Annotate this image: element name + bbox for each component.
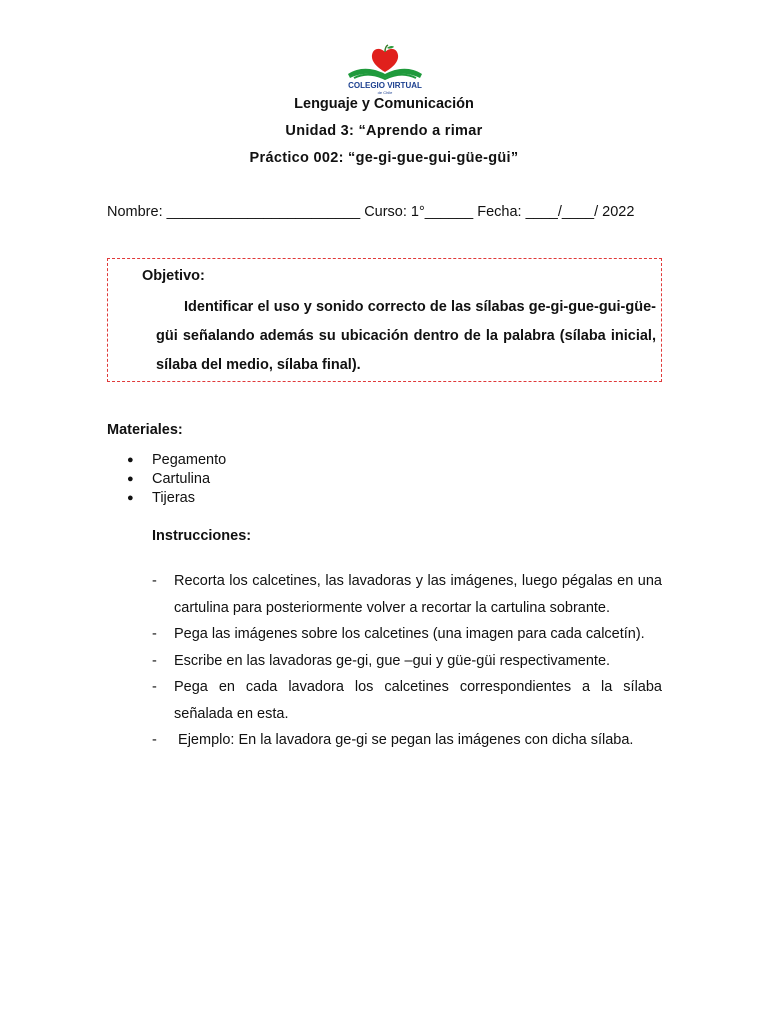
school-logo xyxy=(340,44,430,96)
practice-title: Práctico 002: “ge-gi-gue-gui-güe-güi” xyxy=(249,150,519,166)
list-item xyxy=(152,648,662,675)
student-info-line: Nombre: ________________________ Curso: 1°______ Fecha: ____/____/ 2022 xyxy=(107,204,635,220)
unit-title: Unidad 3: “Aprendo a rimar xyxy=(285,123,483,139)
materials-title: Materiales: xyxy=(107,422,183,438)
instruction-text: Pega en cada lavadora los calcetines correspondientes a la sílaba señalada en esta. xyxy=(174,679,662,722)
dash-icon: - xyxy=(152,732,157,748)
instructions-title: Instrucciones: xyxy=(152,528,252,544)
dash-icon: - xyxy=(152,679,157,695)
logo-school-name: COLEGIO VIRTUAL xyxy=(348,81,422,90)
apple-book-icon xyxy=(340,44,430,96)
list-item xyxy=(127,489,226,508)
instruction-text: Pega las imágenes sobre los calcetines (una imagen para cada calcetín). xyxy=(174,626,645,642)
subject-title: Lenguaje y Comunicación xyxy=(294,96,474,112)
instructions-list xyxy=(152,568,662,754)
logo-school-sub: de Chile xyxy=(377,90,393,95)
dash-icon: - xyxy=(152,573,157,589)
objective-title: Objetivo: xyxy=(142,268,205,284)
instruction-text: Recorta los calcetines, las lavadoras y las imágenes, luego pégalas en una cartulina para posteriormente volver a recortar la cartulina sobrante. xyxy=(174,573,662,616)
list-item xyxy=(152,727,662,754)
bullet-icon: ● xyxy=(127,473,134,485)
objective-text: Identificar el uso y sonido correcto de las sílabas ge-gi-gue-gui-güe-güi señalando además su ubicación dentro de la palabra (sílaba inicial, sílaba del medio, sílaba final). xyxy=(156,299,656,373)
list-item xyxy=(152,674,662,727)
material-label: Pegamento xyxy=(152,452,227,468)
list-item xyxy=(127,470,226,489)
objective-box xyxy=(107,258,662,382)
dash-icon: - xyxy=(152,652,157,669)
dash-icon: - xyxy=(152,626,157,642)
list-item xyxy=(152,621,662,648)
instruction-text: Escribe en las lavadoras ge-gi, gue –gui y güe-güi respectivamente. xyxy=(174,652,611,669)
list-item xyxy=(152,568,662,621)
material-label: Tijeras xyxy=(152,490,195,506)
list-item xyxy=(127,451,226,470)
instruction-text: Ejemplo: En la lavadora ge-gi se pegan las imágenes con dicha sílaba. xyxy=(174,732,634,748)
bullet-icon: ● xyxy=(127,454,134,466)
bullet-icon: ● xyxy=(127,492,134,504)
material-label: Cartulina xyxy=(152,471,211,487)
materials-list xyxy=(127,451,226,508)
